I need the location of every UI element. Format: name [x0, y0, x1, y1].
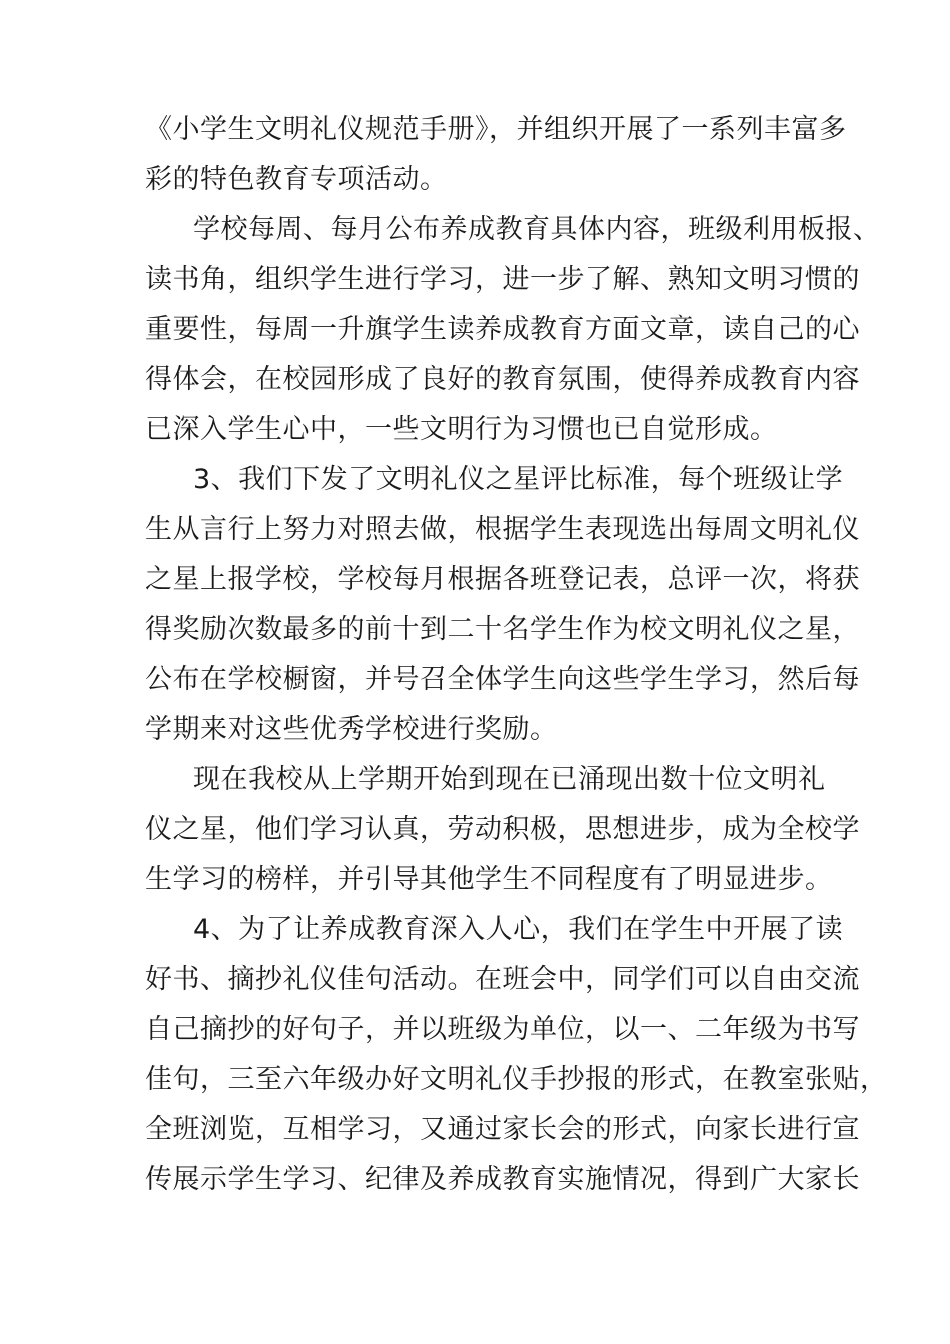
paragraph-start-line: 4、为了让养成教育深入人心，我们在学生中开展了读	[193, 914, 844, 945]
text-line: 重要性，每周一升旗学生读养成教育方面文章，读自己的心	[145, 314, 860, 345]
text-line: 彩的特色教育专项活动。	[145, 164, 448, 195]
text-line: 《小学生文明礼仪规范手册》，并组织开展了一系列丰富多	[145, 114, 847, 145]
text-line: 自己摘抄的好句子，并以班级为单位，以一、二年级为书写	[145, 1014, 860, 1045]
paragraph-start-line: 现在我校从上学期开始到现在已涌现出数十位文明礼	[193, 764, 826, 795]
text-line: 仪之星，他们学习认真，劳动积极，思想进步，成为全校学	[145, 814, 860, 845]
text-line: 读书角，组织学生进行学习，进一步了解、熟知文明习惯的	[145, 264, 860, 295]
text-line: 生学习的榜样，并引导其他学生不同程度有了明显进步。	[145, 864, 833, 895]
text-line: 学期来对这些优秀学校进行奖励。	[145, 714, 558, 745]
text-line: 公布在学校橱窗，并号召全体学生向这些学生学习，然后每	[145, 664, 860, 695]
text-line: 得奖励次数最多的前十到二十名学生作为校文明礼仪之星，	[145, 614, 860, 645]
paragraph-start-line: 学校每周、每月公布养成教育具体内容，班级利用板报、	[193, 214, 881, 245]
text-line: 传展示学生学习、纪律及养成教育实施情况，得到广大家长	[145, 1164, 860, 1195]
text-line: 生从言行上努力对照去做，根据学生表现选出每周文明礼仪	[145, 514, 860, 545]
text-line: 已深入学生心中，一些文明行为习惯也已自觉形成。	[145, 414, 778, 445]
text-line: 之星上报学校，学校每月根据各班登记表，总评一次，将获	[145, 564, 860, 595]
text-line: 全班浏览，互相学习，又通过家长会的形式，向家长进行宣	[145, 1114, 860, 1145]
text-line: 得体会，在校园形成了良好的教育氛围，使得养成教育内容	[145, 364, 860, 395]
paragraph-start-line: 3、我们下发了文明礼仪之星评比标准，每个班级让学	[193, 464, 844, 495]
text-line: 佳句，三至六年级办好文明礼仪手抄报的形式，在教室张贴，	[145, 1064, 888, 1095]
text-line: 好书、摘抄礼仪佳句活动。在班会中，同学们可以自由交流	[145, 964, 860, 995]
